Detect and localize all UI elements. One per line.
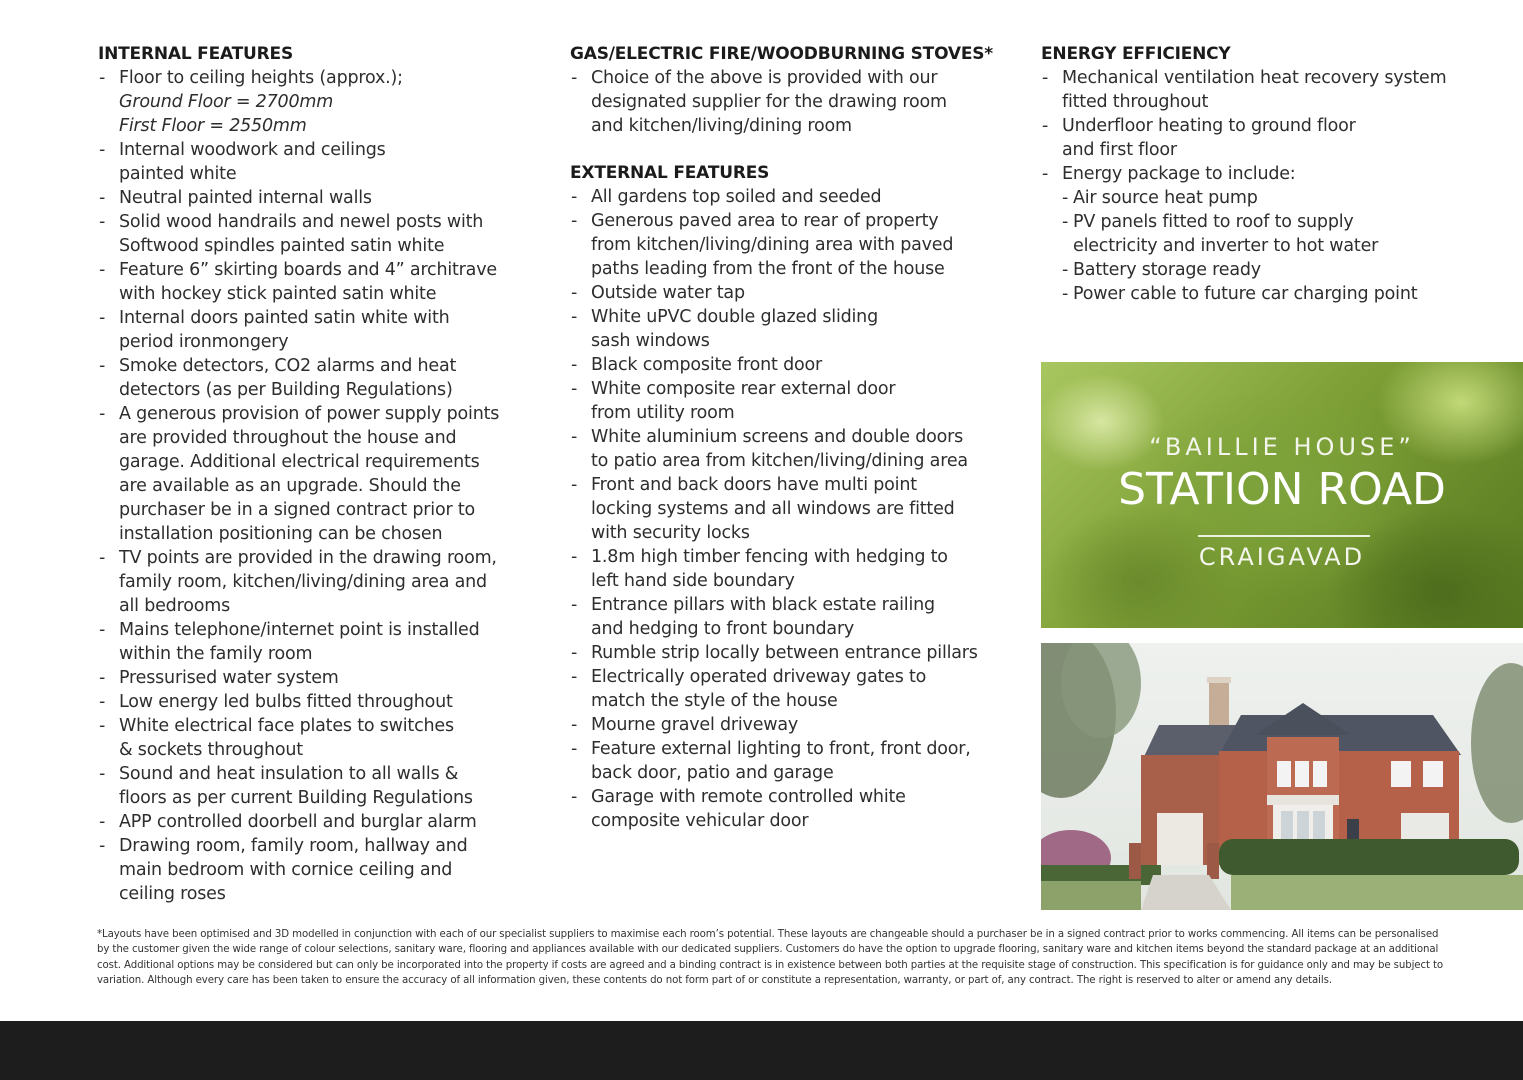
- list-item-line: with hockey stick painted satin white: [119, 284, 437, 304]
- list-item-line: - Sound and heat insulation to all walls &: [119, 764, 459, 784]
- dash-bullet: -: [1062, 188, 1069, 208]
- list-item-line: and kitchen/living/dining room: [591, 116, 852, 136]
- list-item-line: back door, patio and garage: [591, 763, 834, 783]
- list-item-line: - Entrance pillars with black estate railing: [591, 595, 935, 615]
- list-item-line: and hedging to front boundary: [591, 619, 855, 639]
- list-item: [98, 714, 538, 762]
- list-item: [98, 690, 538, 714]
- list-item-line: - Solid wood handrails and newel posts with: [119, 212, 484, 232]
- list-item: [570, 665, 1010, 713]
- list-item-line: - White composite rear external door: [591, 379, 896, 399]
- list-item-line: - Black composite front door: [591, 355, 822, 375]
- banner-location: CRAIGAVAD: [1198, 543, 1366, 571]
- sub-list-item: [1041, 210, 1501, 258]
- list-item-line: - Mains telephone/internet point is installed: [119, 620, 480, 640]
- internal-features-heading: INTERNAL FEATURES: [98, 44, 293, 64]
- banner-divider: [1198, 535, 1370, 537]
- internal-features-section: [98, 42, 538, 906]
- fires-heading: GAS/ELECTRIC FIRE/WOODBURNING STOVES*: [570, 44, 993, 64]
- list-item-line: installation positioning can be chosen: [119, 524, 443, 544]
- list-item-line: ceiling roses: [119, 884, 226, 904]
- dash-bullet: -: [1062, 284, 1069, 304]
- list-item-line: locking systems and all windows are fitted: [591, 499, 955, 519]
- house-render-image: [1041, 643, 1523, 910]
- list-item-line: - Mourne gravel driveway: [591, 715, 799, 735]
- list-item-line: & sockets throughout: [119, 740, 303, 760]
- list-item-line: period ironmongery: [119, 332, 289, 352]
- sub-list-item-line: Air source heat pump: [1073, 188, 1258, 208]
- list-item-line: detectors (as per Building Regulations): [119, 380, 453, 400]
- list-item-line: - Front and back doors have multi point: [591, 475, 917, 495]
- external-features-list: [570, 185, 1010, 833]
- list-item-line: - Mechanical ventilation heat recovery system: [1062, 68, 1447, 88]
- list-item-line: - Feature external lighting to front, front door,: [591, 739, 971, 759]
- list-item: [1041, 66, 1501, 114]
- list-item: [570, 473, 1010, 545]
- list-item: [98, 618, 538, 666]
- list-item: [570, 305, 1010, 353]
- list-item-line: - A generous provision of power supply points: [119, 404, 500, 424]
- list-item-line: with security locks: [591, 523, 750, 543]
- list-item: [98, 210, 538, 258]
- list-item-line: sash windows: [591, 331, 710, 351]
- list-item-line: from kitchen/living/dining area with paved: [591, 235, 954, 255]
- list-item: [570, 353, 1010, 377]
- dash-bullet: -: [1062, 212, 1069, 232]
- list-item: [98, 762, 538, 810]
- list-item-line: - Outside water tap: [591, 283, 745, 303]
- list-item: [570, 377, 1010, 425]
- sub-list-item-line: electricity and inverter to hot water: [1073, 236, 1379, 256]
- sub-list-item-line: PV panels fitted to roof to supply: [1073, 212, 1354, 232]
- list-item: [570, 66, 1010, 138]
- list-item-line: floors as per current Building Regulations: [119, 788, 473, 808]
- list-item-line: painted white: [119, 164, 237, 184]
- list-item: [570, 737, 1010, 785]
- list-item-line: - Underfloor heating to ground floor: [1062, 116, 1356, 136]
- list-item-detail: Ground Floor = 2700mm: [119, 92, 334, 112]
- list-item: [570, 785, 1010, 833]
- list-item: [570, 593, 1010, 641]
- list-item: [98, 666, 538, 690]
- list-item-line: - Generous paved area to rear of property: [591, 211, 939, 231]
- list-item-line: - Electrically operated driveway gates to: [591, 667, 927, 687]
- sub-list-item-line: Battery storage ready: [1073, 260, 1261, 280]
- list-item: [570, 641, 1010, 665]
- list-item: [1041, 114, 1501, 162]
- energy-efficiency-list: [1041, 66, 1501, 186]
- banner-house-name: “BAILLIE HOUSE”: [1149, 433, 1415, 461]
- banner-title: STATION ROAD: [1118, 464, 1446, 515]
- legal-disclaimer: *Layouts have been optimised and 3D modelled in conjunction with each of our specialist suppliers to maximise each room’s potential. These layouts are changeable should a purchaser be in a signed contract prior to works commencing. All items can be personalised by the customer given the wide range of colour selections, sanitary ware, flooring and appliances available with our dedicated suppliers. Customers do have the option to upgrade flooring, sanitary ware and kitchen items beyond the standard package at an additional cost. Additional options may be considered but can only be incorporated into the property if costs are agreed and a binding contract is in existence between both parties at the requisite stage of construction. This specification is for guidance only and may be subject to variation. Although every care has been taken to ensure the accuracy of all information given, these contents do not form part of or constitute a representation, warranty, or part of, any contract. The right is reserved to alter or amend any details.: [97, 929, 1444, 987]
- energy-efficiency-section: [1041, 42, 1501, 306]
- list-item: [98, 138, 538, 186]
- list-item-line: within the family room: [119, 644, 313, 664]
- list-item-line: - Internal doors painted satin white with: [119, 308, 450, 328]
- internal-features-list: [98, 66, 538, 906]
- sub-list-item: [1041, 282, 1501, 306]
- fires-list: [570, 66, 1010, 138]
- list-item: [98, 354, 538, 402]
- sub-list-item: [1041, 258, 1501, 282]
- energy-efficiency-heading: ENERGY EFFICIENCY: [1041, 44, 1231, 64]
- column-fires-external: [570, 42, 1010, 833]
- footer-bar: [0, 1021, 1523, 1080]
- list-item: [570, 545, 1010, 593]
- list-item-line: to patio area from kitchen/living/dining area: [591, 451, 968, 471]
- list-item-line: paths leading from the front of the house: [591, 259, 945, 279]
- development-banner: [1041, 362, 1523, 628]
- list-item-line: all bedrooms: [119, 596, 230, 616]
- list-item-line: purchaser be in a signed contract prior to: [119, 500, 475, 520]
- list-item-line: - Pressurised water system: [119, 668, 339, 688]
- list-item-line: are provided throughout the house and: [119, 428, 457, 448]
- list-item-line: from utility room: [591, 403, 735, 423]
- list-item-line: composite vehicular door: [591, 811, 809, 831]
- list-item: [98, 402, 538, 546]
- column-internal: [98, 42, 538, 906]
- sub-list-item: [1041, 186, 1501, 210]
- list-item: [570, 713, 1010, 737]
- list-item: [570, 425, 1010, 473]
- list-item: [98, 810, 538, 834]
- list-item-line: match the style of the house: [591, 691, 838, 711]
- external-features-heading: EXTERNAL FEATURES: [570, 163, 770, 183]
- list-item-line: - Floor to ceiling heights (approx.);: [119, 68, 403, 88]
- list-item-line: and first floor: [1062, 140, 1177, 160]
- list-item-line: - Feature 6” skirting boards and 4” architrave: [119, 260, 497, 280]
- list-item-line: - Garage with remote controlled white: [591, 787, 906, 807]
- column-energy: [1041, 42, 1501, 306]
- list-item-line: designated supplier for the drawing room: [591, 92, 947, 112]
- list-item-line: family room, kitchen/living/dining area and: [119, 572, 487, 592]
- list-item-line: - Choice of the above is provided with our: [591, 68, 938, 88]
- list-item-line: - Rumble strip locally between entrance pillars: [591, 643, 978, 663]
- list-item: [1041, 162, 1501, 186]
- list-item-line: - TV points are provided in the drawing room,: [119, 548, 497, 568]
- list-item-line: - Drawing room, family room, hallway and: [119, 836, 468, 856]
- list-item-line: - APP controlled doorbell and burglar alarm: [119, 812, 477, 832]
- dash-bullet: -: [1062, 260, 1069, 280]
- list-item-line: garage. Additional electrical requirements: [119, 452, 480, 472]
- list-item-line: fitted throughout: [1062, 92, 1209, 112]
- house-illustration: [1041, 643, 1523, 910]
- list-item: [98, 66, 538, 138]
- list-item: [98, 186, 538, 210]
- list-item-line: - White aluminium screens and double doors: [591, 427, 964, 447]
- list-item-line: left hand side boundary: [591, 571, 795, 591]
- energy-package-sublist: [1041, 186, 1501, 306]
- list-item-line: - 1.8m high timber fencing with hedging to: [591, 547, 948, 567]
- list-item-line: - Neutral painted internal walls: [119, 188, 372, 208]
- list-item-line: are available as an upgrade. Should the: [119, 476, 461, 496]
- list-item-line: - White uPVC double glazed sliding: [591, 307, 878, 327]
- list-item-line: - White electrical face plates to switches: [119, 716, 454, 736]
- list-item-line: main bedroom with cornice ceiling and: [119, 860, 453, 880]
- list-item-line: - Energy package to include:: [1062, 164, 1296, 184]
- list-item: [570, 281, 1010, 305]
- list-item: [98, 834, 538, 906]
- fires-section: [570, 42, 1010, 138]
- list-item: [570, 209, 1010, 281]
- list-item-line: - Internal woodwork and ceilings: [119, 140, 386, 160]
- list-item-line: - All gardens top soiled and seeded: [591, 187, 882, 207]
- list-item-line: - Low energy led bulbs fitted throughout: [119, 692, 453, 712]
- list-item-detail: First Floor = 2550mm: [119, 116, 307, 136]
- list-item-line: Softwood spindles painted satin white: [119, 236, 445, 256]
- list-item: [98, 258, 538, 306]
- list-item-line: - Smoke detectors, CO2 alarms and heat: [119, 356, 457, 376]
- list-item: [570, 185, 1010, 209]
- sub-list-item-line: Power cable to future car charging point: [1073, 284, 1418, 304]
- list-item: [98, 306, 538, 354]
- list-item: [98, 546, 538, 618]
- external-features-section: [570, 161, 1010, 833]
